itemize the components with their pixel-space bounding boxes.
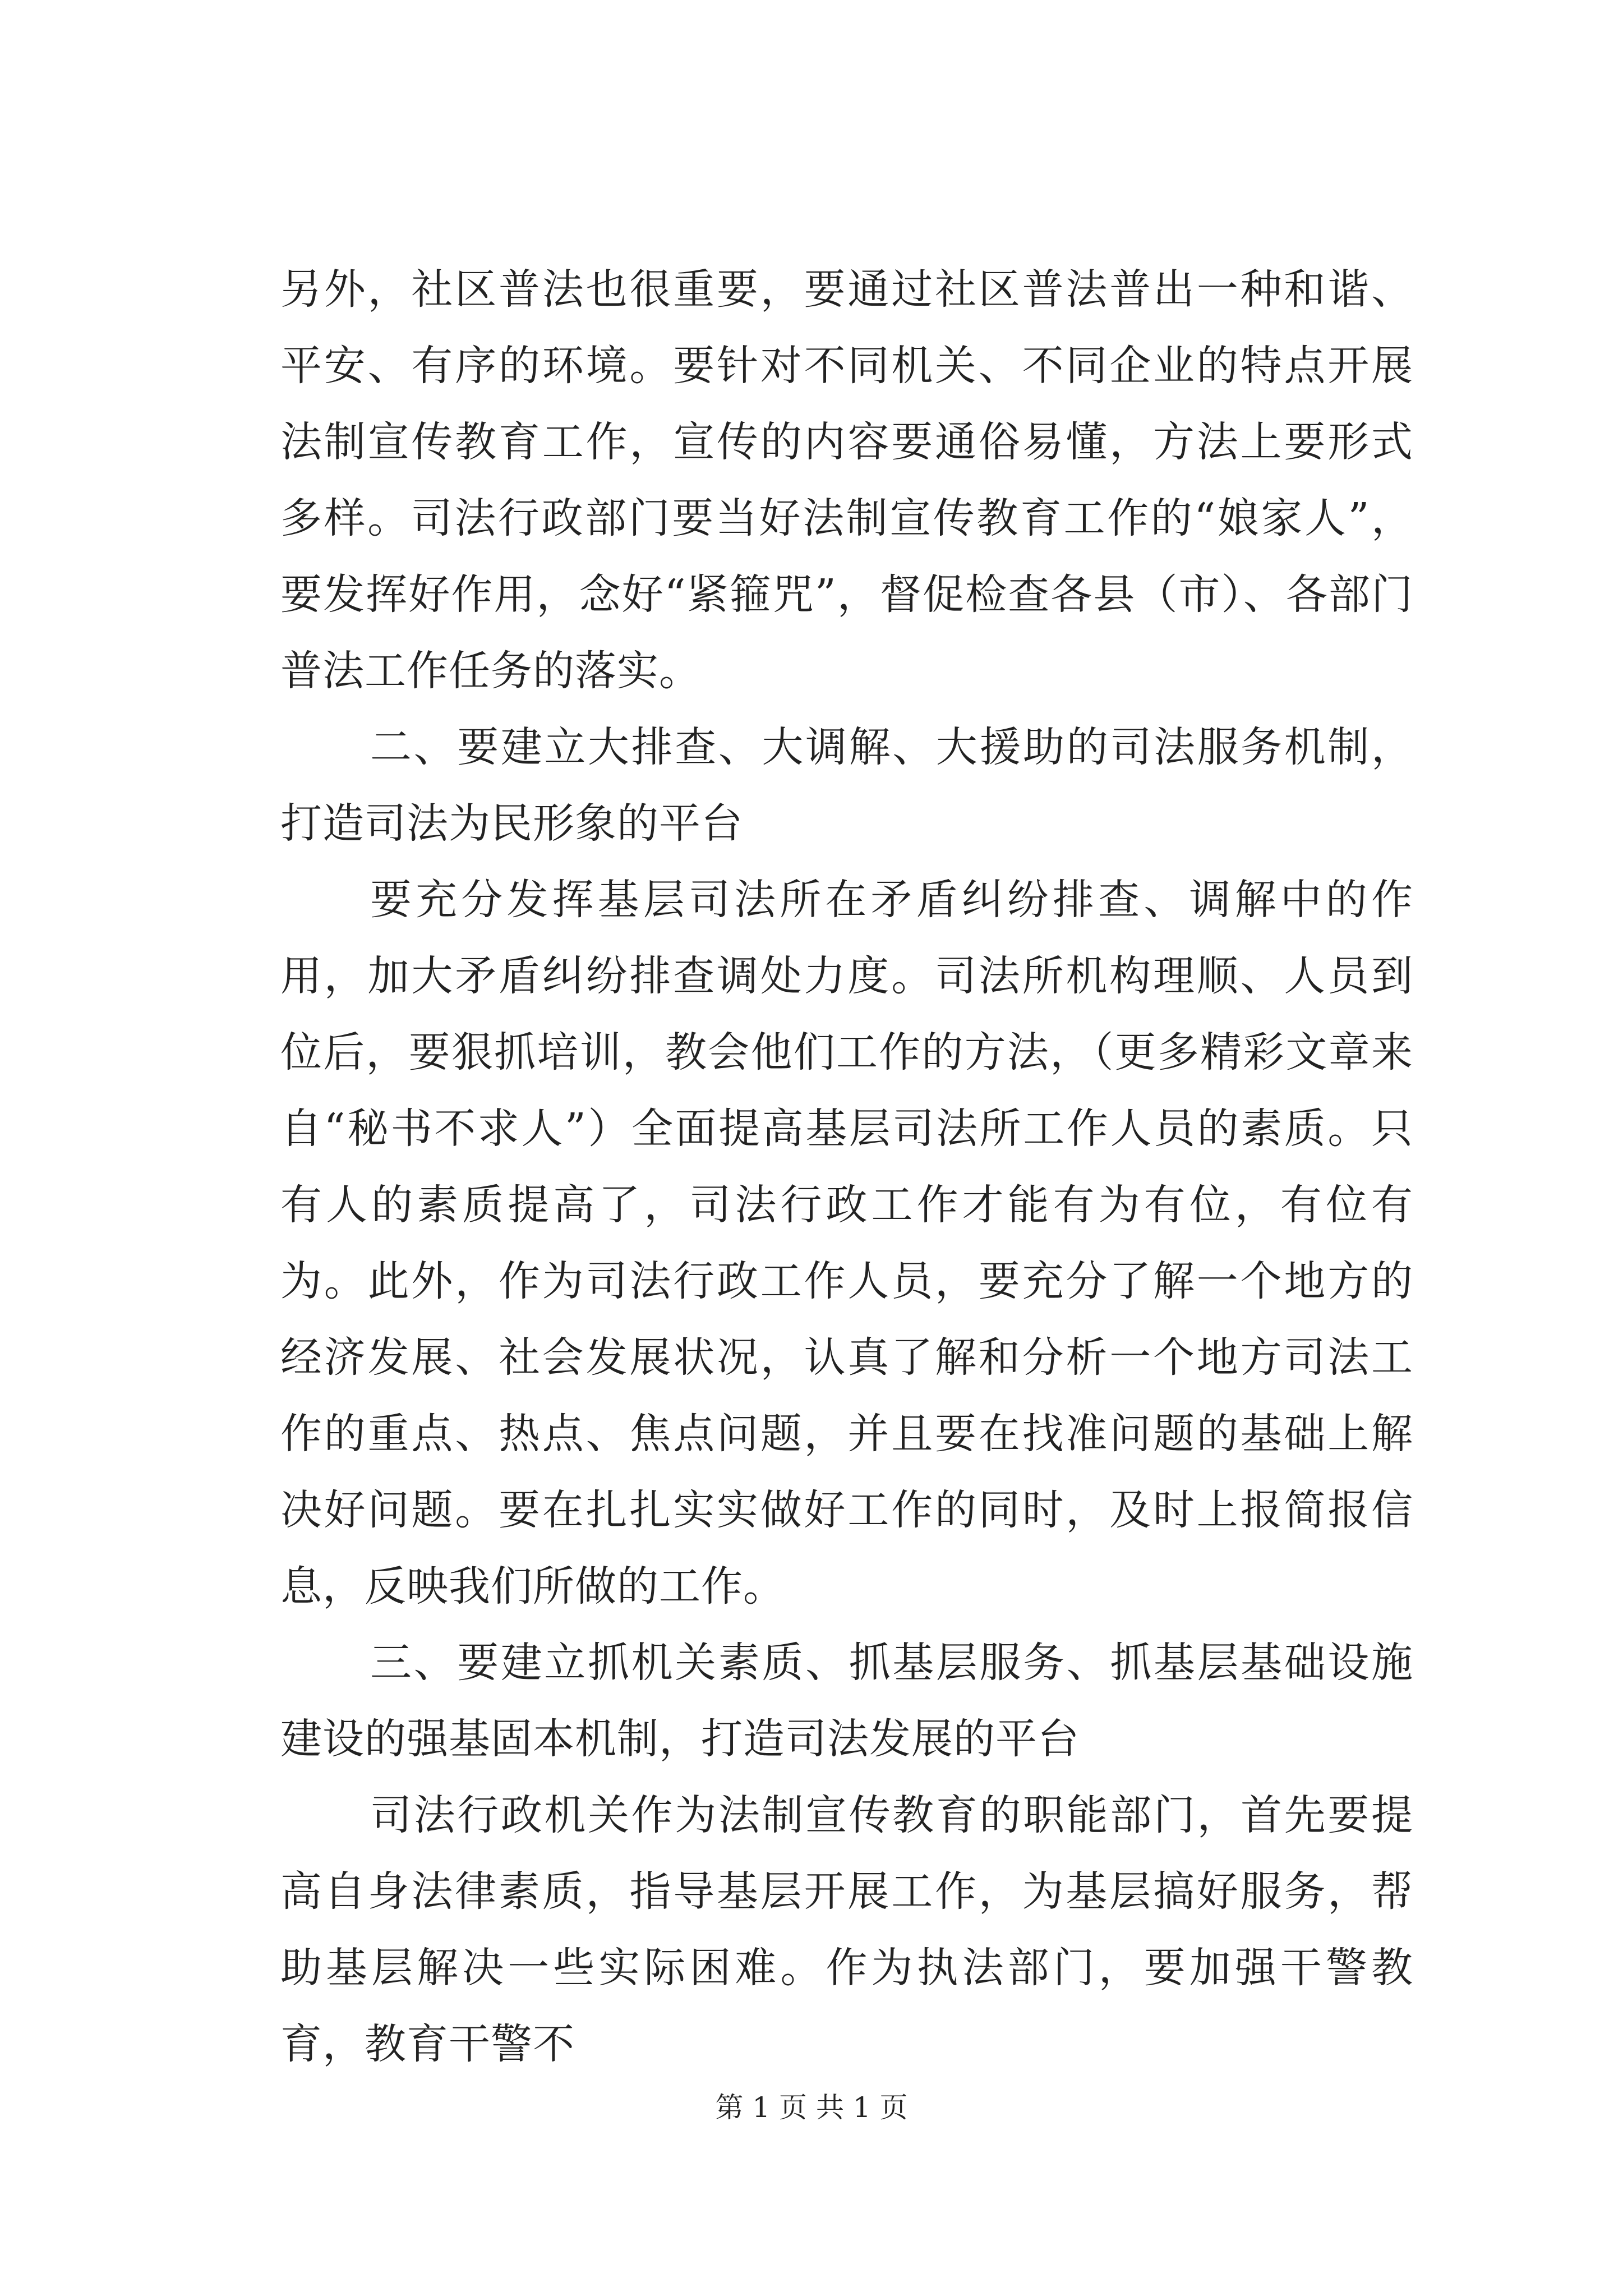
paragraph-section-3: 司法行政机关作为法制宣传教育的职能部门，首先要提高自身法律素质，指导基层开展工作，为基层搞好服务，帮助基层解决一些实际困难。作为执法部门，要加强干警教育，教育干警不 <box>280 1791 1413 2068</box>
page-footer: 第 1 页 共 1 页 <box>715 2091 908 2124</box>
paragraph-intro: 另外，社区普法也很重要，要通过社区普法普出一种和谐、平安、有序的环境。要针对不同机关、不同企业的特点开展法制宣传教育工作，宣传的内容要通俗易懂，方法上要形式多样。司法行政部门要当好法制宣传教育工作的“娘家人”，要发挥好作用，念好“紧箍咒”，督促检查各县（市）、各部门普法工作任务的落实。 <box>280 265 1413 695</box>
paragraph-section-2: 要充分发挥基层司法所在矛盾纠纷排查、调解中的作用，加大矛盾纠纷排查调处力度。司法所机构理顺、人员到位后，要狠抓培训，教会他们工作的方法，（更多精彩文章来自“秘书不求人”）全面提高基层司法所工作人员的素质。只有人的素质提高了，司法行政工作才能有为有位，有位有为。此外，作为司法行政工作人员，要充分了解一个地方的经济发展、社会发展状况，认真了解和分析一个地方司法工作的重点、热点、焦点问题，并且要在找准问题的基础上解决好问题。要在扎扎实实做好工作的同时，及时上报简报信息，反映我们所做的工作。 <box>280 876 1413 1611</box>
section-heading-3: 三、要建立抓机关素质、抓基层服务、抓基层基础设施建设的强基固本机制，打造司法发展的平台 <box>280 1639 1413 1763</box>
document-body <box>280 251 1413 2082</box>
section-heading-2: 二、要建立大排查、大调解、大援助的司法服务机制，打造司法为民形象的平台 <box>280 723 1413 848</box>
